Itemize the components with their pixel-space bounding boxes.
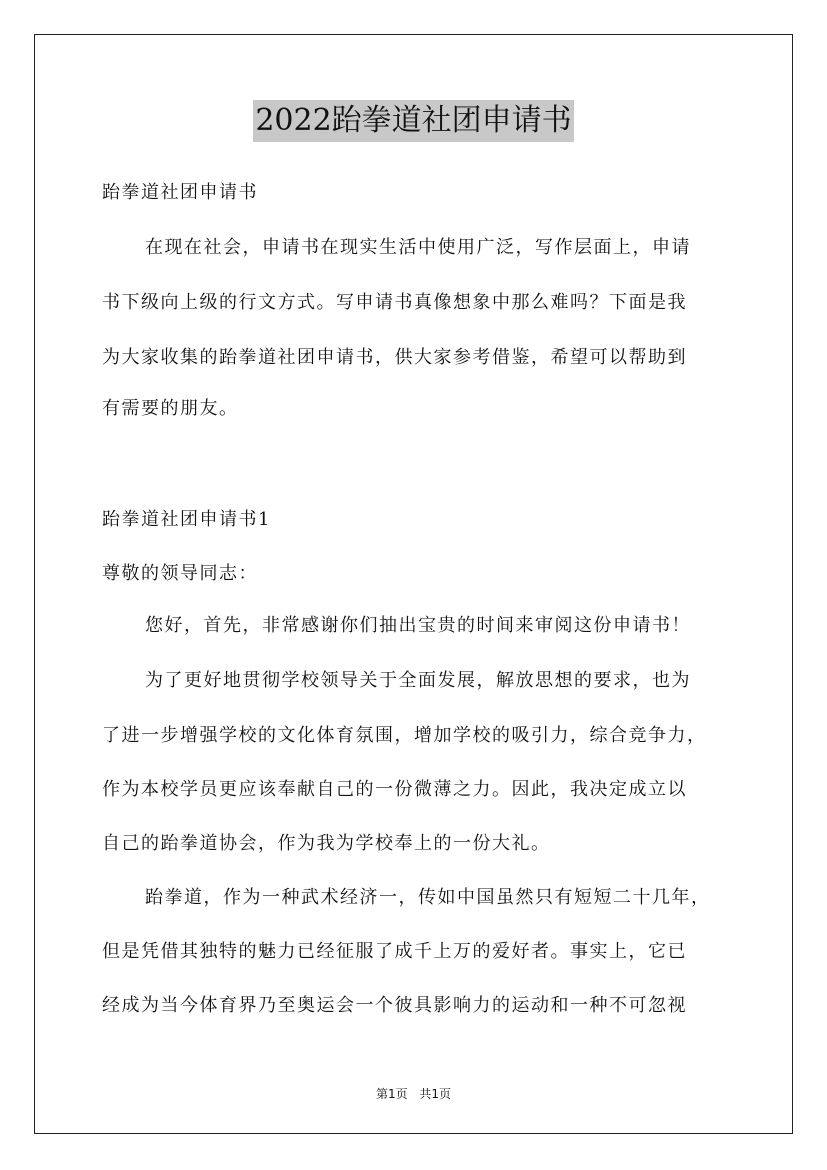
title-container (0, 100, 827, 142)
intro-line-2: 书下级向上级的行文方式。写申请书真像想象中那么难吗？下面是我 (102, 292, 687, 313)
body-line-6: 跆拳道，作为一种武术经济一，传如中国虽然只有短短二十几年， (145, 887, 711, 908)
body-line-5: 自己的跆拳道协会，作为我为学校奉上的一份大礼。 (102, 833, 551, 854)
intro-line-3: 为大家收集的跆拳道社团申请书，供大家参考借鉴，希望可以帮助到 (102, 347, 687, 368)
total-pages: 共1页 (419, 1087, 452, 1101)
body-line-8: 经成为当今体育界乃至奥运会一个彼具影响力的运动和一种不可忽视 (102, 995, 687, 1016)
intro-line-4: 有需要的朋友。 (102, 398, 239, 419)
salutation: 尊敬的领导同志： (102, 563, 258, 584)
body-line-7: 但是凭借其独特的魅力已经征服了成千上万的爱好者。事实上，它已 (102, 941, 687, 962)
body-line-4: 作为本校学员更应该奉献自己的一份微薄之力。因此，我决定成立以 (102, 779, 687, 800)
page-number: 第1页 (375, 1087, 408, 1101)
document-subtitle: 跆拳道社团申请书 (102, 182, 258, 203)
section-heading: 跆拳道社团申请书1 (102, 509, 271, 530)
intro-line-1: 在现在社会，申请书在现实生活中使用广泛，写作层面上，申请 (145, 237, 691, 258)
page-footer (0, 1085, 827, 1102)
body-line-3: 了进一步增强学校的文化体育氛围，增加学校的吸引力，综合竞争力， (102, 725, 707, 746)
body-line-2: 为了更好地贯彻学校领导关于全面发展，解放思想的要求，也为 (145, 670, 691, 691)
document-title: 2022跆拳道社团申请书 (253, 100, 573, 142)
body-line-1: 您好，首先，非常感谢你们抽出宝贵的时间来审阅这份申请书！ (145, 615, 691, 636)
